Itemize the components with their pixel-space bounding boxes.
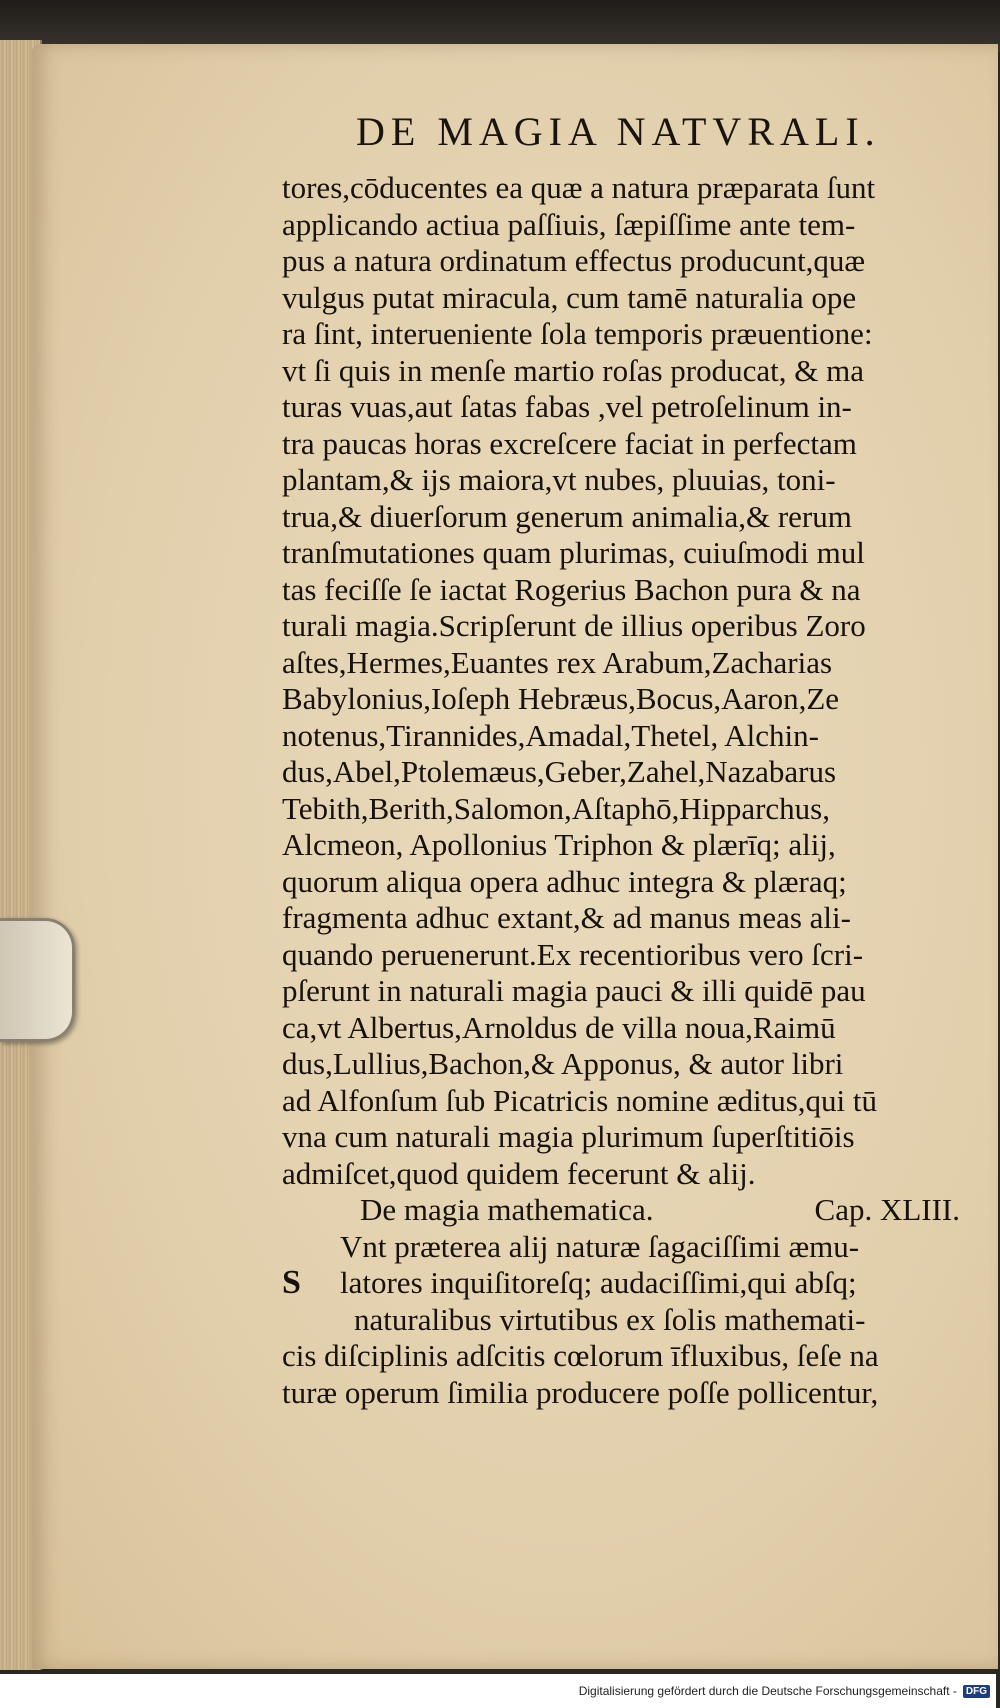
- chapter-number: Cap. XLIII.: [814, 1192, 960, 1227]
- text-line: cis diſciplinis adſcitis cœlorum īfluxibus, ſeſe na: [282, 1338, 879, 1373]
- text-line: tra paucas horas excreſcere faciat in perfectam: [282, 425, 857, 461]
- text-line: trua,& diuerſorum generum animalia,& rerum: [282, 498, 852, 534]
- text-line: tores,cōducentes ea quæ a natura præparata ſunt: [282, 170, 876, 205]
- text-line: latores inquiſitoreſq; audaciſſimi,qui abſq;: [340, 1265, 857, 1300]
- dropcap-letter: S: [282, 1265, 301, 1301]
- text-line: ad Alfonſum ſub Picatricis nomine æditus,qui tū: [282, 1082, 877, 1118]
- text-line: dus,Lullius,Bachon,& Apponus, & autor libri: [282, 1046, 844, 1081]
- text-line: ra ſint, interueniente ſola temporis præuentione:: [282, 316, 873, 351]
- dfg-logo: DFG: [963, 1685, 990, 1698]
- text-line: Tebith,Berith,Salomon,Aſtaphō,Hipparchus,: [282, 790, 830, 826]
- running-head: DE MAGIA NATVRALI.: [356, 109, 881, 154]
- text-line: vna cum naturali magia plurimum ſuperſtitiōis: [282, 1119, 855, 1154]
- text-line: notenus,Tirannides,Amadal,Thetel, Alchin-: [282, 717, 819, 753]
- text-line: applicando actiua paſſiuis, ſæpiſſime ante tem-: [282, 206, 856, 242]
- text-line: vt ſi quis in menſe martio roſas producat, & ma: [282, 352, 864, 388]
- text-line: plantam,& ijs maiora,vt nubes, pluuias, toni-: [282, 462, 836, 497]
- text-line: Babylonius,Ioſeph Hebræus,Bocus,Aaron,Ze: [282, 681, 840, 716]
- dropcap-line: [282, 1265, 972, 1302]
- footer-credit: [0, 1674, 996, 1708]
- text-line: pſerunt in naturali magia pauci & illi quidē pau: [282, 973, 866, 1008]
- book-clasp: [0, 918, 75, 1042]
- text-line: Vnt præterea alij naturæ ſagaciſſimi æmu-: [340, 1228, 860, 1264]
- chapter-title: De magia mathematica.: [360, 1192, 654, 1227]
- text-line: tas feciſſe ſe iactat Rogerius Bachon pura & na: [282, 571, 861, 607]
- text-line: quando peruenerunt.Ex recentioribus vero ſcri-: [282, 936, 864, 972]
- text-line: tranſmutationes quam plurimas, cuiuſmodi mul: [282, 535, 865, 570]
- text-line: vulgus putat miracula, cum tamē naturalia ope: [282, 279, 857, 315]
- text-line: quorum aliqua opera adhuc integra & plæraq;: [282, 863, 847, 899]
- text-line: ca,vt Albertus,Arnoldus de villa noua,Raimū: [282, 1009, 836, 1045]
- text-line: turali magia.Scripſerunt de illius operibus Zoro: [282, 608, 866, 643]
- body-text: [282, 170, 972, 1411]
- text-line: dus,Abel,Ptolemæus,Geber,Zahel,Nazabarus: [282, 754, 837, 789]
- text-line: naturalibus virtutibus ex ſolis mathemati-: [354, 1301, 866, 1337]
- text-line: pus a natura ordinatum effectus producunt,quæ: [282, 243, 866, 278]
- text-line: turas vuas,aut ſatas fabas ,vel petroſelinum in-: [282, 389, 852, 424]
- text-line: Alcmeon, Apollonius Triphon & plærīq; alij,: [282, 827, 836, 862]
- text-line: fragmenta adhuc extant,& ad manus meas ali-: [282, 900, 851, 935]
- chapter-heading: [282, 1192, 960, 1229]
- text-line: aſtes,Hermes,Euantes rex Arabum,Zacharias: [282, 644, 833, 680]
- text-line: admiſcet,quod quidem fecerunt & alij.: [282, 1155, 756, 1191]
- footer-text: Digitalisierung gefördert durch die Deutsche Forschungsgemeinschaft -: [578, 1684, 957, 1698]
- text-line: turæ operum ſimilia producere poſſe pollicentur,: [282, 1374, 879, 1410]
